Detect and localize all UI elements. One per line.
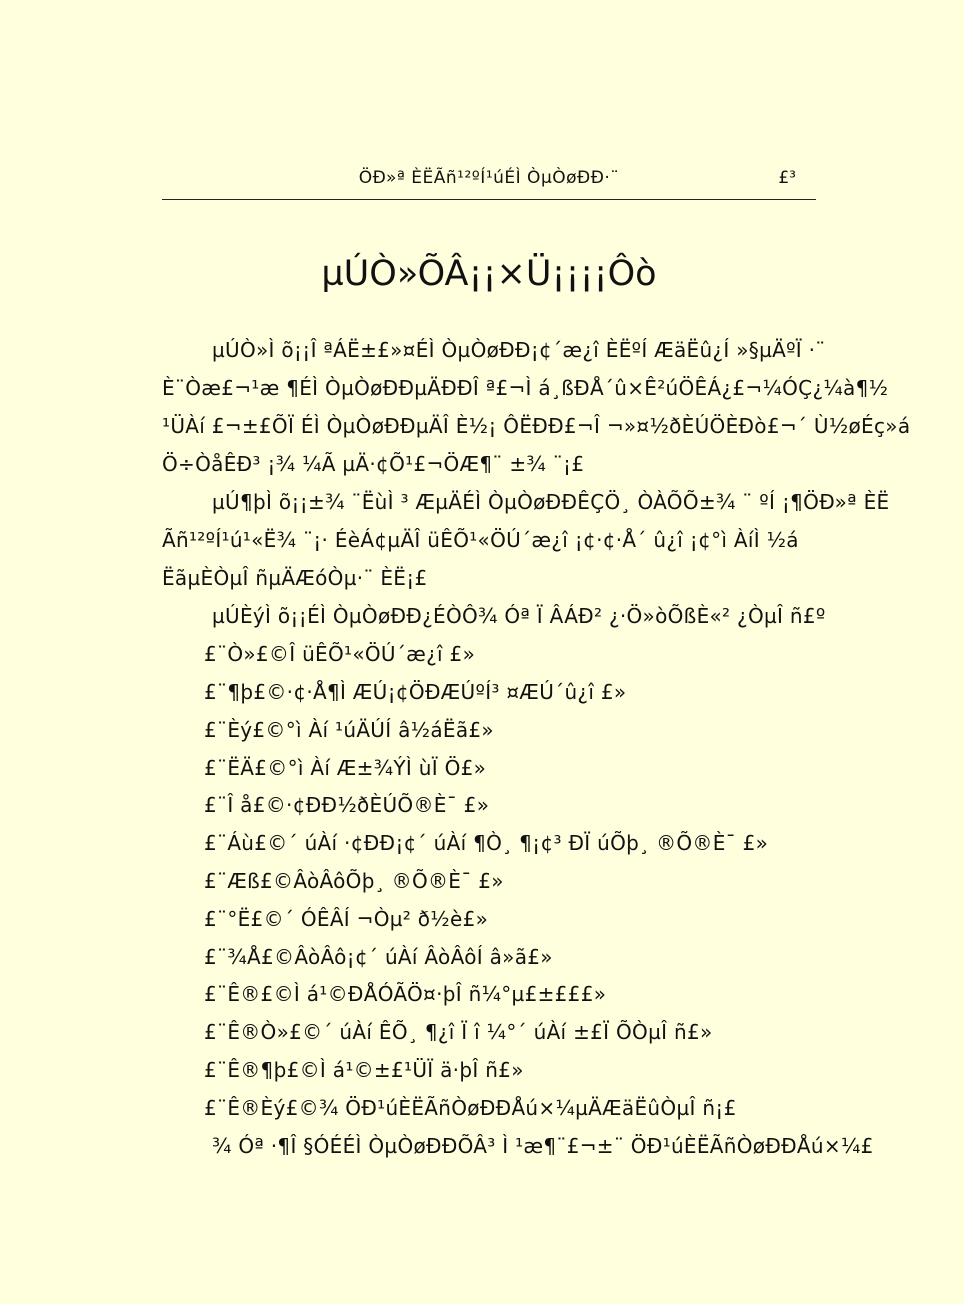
list-item: £¨Áù£©´ úÀí ·¢ÐÐ¡¢´ úÀí ¶Ò¸ ¶¡¢³ ÐÏ úÕþ¸ ®Õ®È¯ £»	[204, 831, 769, 855]
body-line: µÚÈýÌ õ¡¡ÉÌ ÒµÒøÐÐ¿ÉÒÔ¾ Óª Ï ÂÁÐ² ¿·Ö»òÕßÈ«² ¿ÒµÎ ñ£º	[212, 604, 826, 628]
body-line: µÚÒ»Ì õ¡¡Î ªÁË±£»¤ÉÌ ÒµÒøÐÐ¡¢´æ¿î ÈËºÍ ÆäËû¿Í »§µÄºÏ ·¨	[212, 338, 826, 362]
chapter-title: µÚÒ»ÕÂ¡¡×Ü¡¡¡¡Ôò	[321, 254, 657, 294]
list-item: £¨ËÄ£©°ì Àí Æ±¾ÝÌ ùÏ Ö£»	[204, 756, 487, 780]
list-item: £¨¾Å£©ÂòÂô¡¢´ úÀí ÂòÂôÍ â»ã£»	[204, 945, 553, 969]
list-item: £¨Ê®Èý£©¾ ÖÐ¹úÈËÃñÒøÐÐÅú×¼µÄÆäËûÒµÎ ñ¡£	[204, 1096, 737, 1120]
list-item: £¨Æß£©ÂòÂôÕþ¸ ®Õ®È¯ £»	[204, 869, 504, 893]
body-line: ¾ Óª ·¶Î §ÓÉÉÌ ÒµÒøÐÐÕÂ³ Ì ¹æ¶¨£¬±¨ ÖÐ¹úÈËÃñÒøÐÐÅú×¼£	[212, 1134, 874, 1158]
body-line: ¹ÜÀí £¬±£ÕÏ ÉÌ ÒµÒøÐÐµÄÎ È½¡ ÔËÐÐ£¬Î ¬»¤½ðÈÚÖÈÐò£¬´ Ù½øÉç»á	[162, 414, 911, 438]
list-item: £¨Ê®£©Ì á¹©ÐÅÓÃÖ¤·þÎ ñ¼°µ£±£££»	[204, 982, 607, 1006]
list-item: £¨¶þ£©·¢·Å¶Ì ÆÚ¡¢ÖÐÆÚºÍ³ ¤ÆÚ´û¿î £»	[204, 680, 627, 704]
running-title: ÖÐ»ª ÈËÃñ¹²ºÍ¹úÉÌ ÒµÒøÐÐ·¨	[358, 168, 620, 188]
page-number: £³	[778, 168, 796, 188]
list-item: £¨Èý£©°ì Àí ¹úÄÚÍ â½áËã£»	[204, 718, 494, 742]
list-item: £¨Î å£©·¢ÐÐ½ðÈÚÕ®È¯ £»	[204, 793, 490, 817]
list-item: £¨Ê®¶þ£©Ì á¹©±£¹ÜÏ ä·þÎ ñ£»	[204, 1058, 524, 1082]
body-line: µÚ¶þÌ õ¡¡±¾ ¨ËùÌ ³ ÆµÄÉÌ ÒµÒøÐÐÊÇÖ¸ ÒÀÕÕ±¾ ¨ ºÍ ¡¶ÖÐ»ª ÈË	[212, 490, 890, 514]
body-line: ËãµÈÒµÎ ñµÄÆóÒµ·¨ ÈË¡£	[162, 566, 428, 590]
list-item: £¨Ê®Ò»£©´ úÀí ÊÕ¸ ¶¿î Ï î ¼°´ úÀí ±£Ï ÕÒµÎ ñ£»	[204, 1020, 713, 1044]
body-line: È¨Òæ£¬¹æ ¶ÉÌ ÒµÒøÐÐµÄÐÐÎ ª£¬Ì á¸ßÐÅ´û×Ê²úÖÊÁ¿£¬¼ÓÇ¿¼à¶½	[162, 376, 889, 400]
body-line: Ö÷ÒåÊÐ³ ¡¾ ¼Ã µÄ·¢Õ¹£¬ÖÆ¶¨ ±¾ ¨¡£	[162, 452, 585, 476]
header-rule	[162, 199, 816, 200]
list-item: £¨Ò»£©Î üÊÕ¹«ÖÚ´æ¿î £»	[204, 642, 476, 666]
list-item: £¨°Ë£©´ ÓÊÂÍ ¬Òµ² ð½è£»	[204, 907, 489, 931]
body-line: Ãñ¹²ºÍ¹ú¹«Ë¾ ¨¡· ÉèÁ¢µÄÎ üÊÕ¹«ÖÚ´æ¿î ¡¢·¢·Å´ û¿î ¡¢°ì ÀíÌ ½á	[162, 528, 799, 552]
